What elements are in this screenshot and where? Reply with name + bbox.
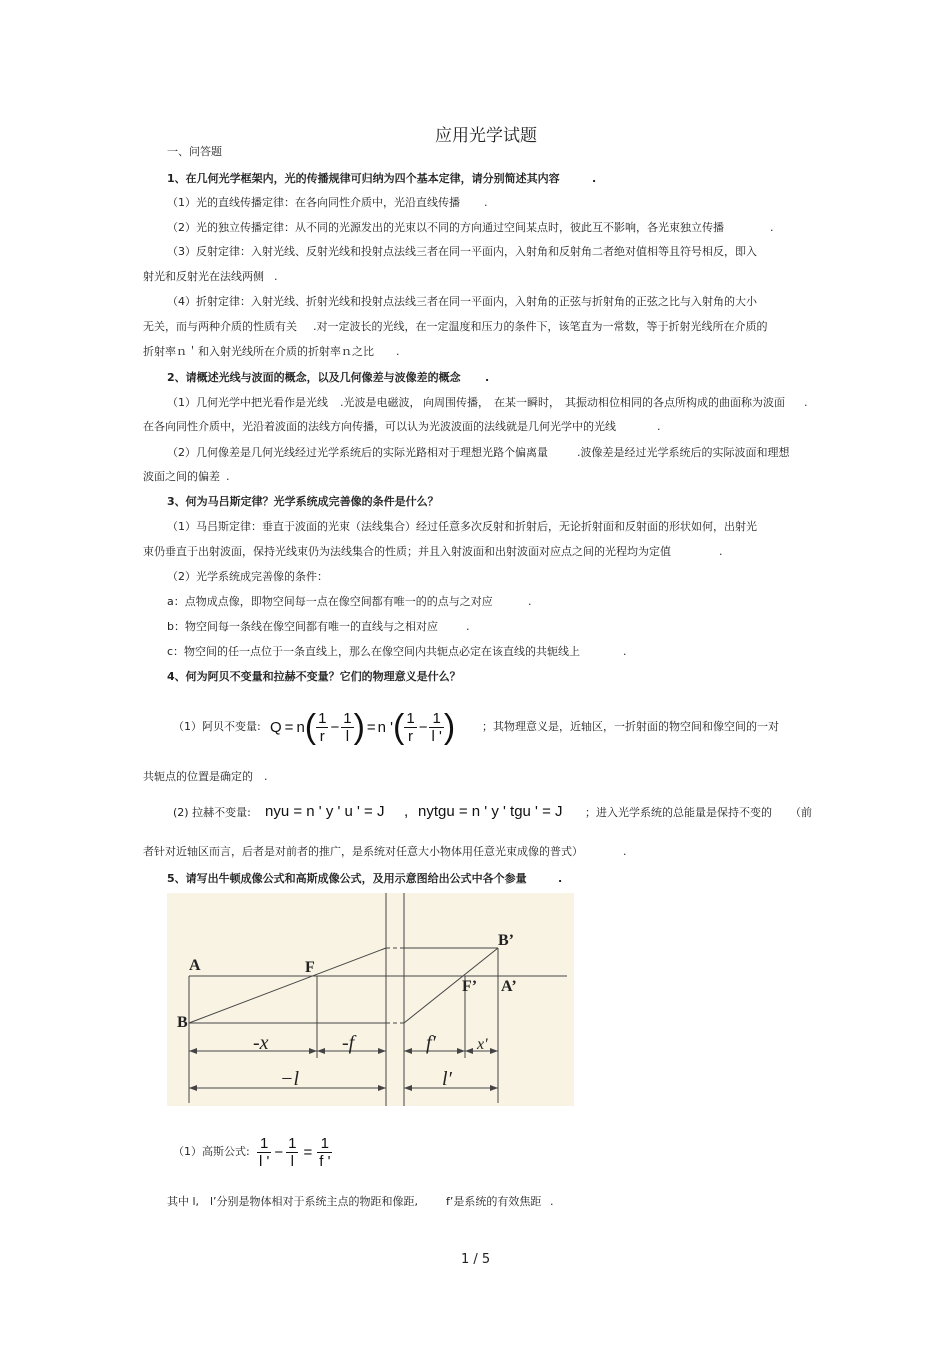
lagrange-cont: 者针对近轴区而言，后者是对前者的推广，是系统对任意大小物体用任意光束成像的普式） bbox=[143, 845, 583, 858]
abbe-minus-2: − bbox=[418, 718, 428, 736]
gauss-frac-fprime: $\frac{1}{f '}$ bbox=[319, 1134, 331, 1170]
question-1-heading: 1、在几何光学框架内，光的传播规律可归纳为四个基本定律，请分别简述其内容 bbox=[167, 172, 560, 185]
abbe-right-paren-1: ) bbox=[353, 708, 365, 746]
gauss-minus: − bbox=[274, 1143, 284, 1161]
q2-line-1a-end: . bbox=[804, 396, 808, 409]
question-2-heading-dot: . bbox=[485, 371, 490, 384]
lagrange-formula-1: nyu = n ' y ' u ' = J bbox=[265, 803, 385, 820]
q3-line-1b: 束仍垂直于出射波面，保持光线束仍为法线集合的性质；并且入射波面和出射波面对应点之间的光程均为定值 bbox=[143, 545, 671, 558]
label-xprime: x' bbox=[477, 1036, 488, 1053]
ray-through-F bbox=[189, 948, 386, 1023]
q3-condition-c-end: . bbox=[623, 645, 627, 658]
label-B: B bbox=[177, 1014, 188, 1031]
optical-imaging-diagram bbox=[167, 893, 574, 1106]
q1-line-4b-part2: .对一定波长的光线，在一定温度和压力的条件下，该笔直为一常数，等于折射光线所在介质的 bbox=[313, 320, 768, 333]
abbe-n-prime: n ' bbox=[377, 718, 394, 736]
abbe-n: n bbox=[296, 718, 305, 736]
q2-line-1a-part4: 在某一瞬时， bbox=[494, 396, 560, 409]
question-4-heading: 4、何为阿贝不变量和拉赫不变量？它们的物理意义是什么？ bbox=[167, 670, 461, 683]
q2-line-1b: 在各向同性介质中，光沿着波面的法线方向传播，可以认为光波波面的法线就是几何光学中的光线 bbox=[143, 420, 616, 433]
question-3-heading: 3、何为马吕斯定律？光学系统成完善像的条件是什么？ bbox=[167, 495, 439, 508]
gauss-frac-lprime: $\frac{1}{l '}$ bbox=[259, 1134, 270, 1170]
question-5-heading-dot: . bbox=[558, 872, 563, 885]
q2-line-1b-end: . bbox=[657, 420, 661, 433]
q2-line-2b-end: . bbox=[226, 470, 230, 483]
label-Fprime: F’ bbox=[462, 978, 478, 995]
abbe-label: （1）阿贝不变量: bbox=[173, 720, 261, 733]
label-F: F bbox=[305, 959, 315, 976]
page-title: 应用光学试题 bbox=[435, 126, 537, 146]
q3-condition-b: b：物空间每一条线在像空间都有唯一的直线与之相对应 bbox=[167, 620, 438, 633]
label-lprime: l′ bbox=[442, 1068, 452, 1090]
label-minus-f: -f bbox=[342, 1032, 355, 1054]
q2-line-1a-part3: 向周围传播， bbox=[423, 396, 489, 409]
label-minus-x: -x bbox=[253, 1032, 269, 1054]
gauss-formula bbox=[257, 1130, 332, 1174]
abbe-frac-2r: $\frac{1}{r}$ bbox=[406, 709, 415, 745]
q3-condition-b-end: . bbox=[466, 620, 470, 633]
lagrange-paren: （前 bbox=[790, 806, 812, 819]
q3-condition-a: a：点物成点像，即物空间每一点在像空间都有唯一的的点与之对应 bbox=[167, 595, 493, 608]
lagrange-comma: , bbox=[404, 803, 409, 820]
q1-line-4c-end: . bbox=[396, 345, 400, 358]
q1-line-3b: 射光和反射光在法线两侧 bbox=[143, 270, 264, 283]
abbe-frac-1l: $\frac{1}{l}$ bbox=[343, 709, 352, 745]
gauss-label: （1）高斯公式: bbox=[173, 1145, 250, 1158]
label-minus-l: −l bbox=[280, 1068, 300, 1090]
q3-condition-a-end: . bbox=[528, 595, 532, 608]
q1-line-3b-end: . bbox=[274, 270, 278, 283]
question-1-heading-dot: . bbox=[592, 172, 597, 185]
page-number: 1 / 5 bbox=[461, 1252, 491, 1267]
q1-line-4c: 折射率ｎ＇和入射光线所在介质的折射率ｎ之比 bbox=[143, 345, 374, 358]
q2-line-2b: 波面之间的偏差 bbox=[143, 470, 220, 483]
q3-line-1b-end: . bbox=[719, 545, 723, 558]
abbe-right-paren-2: ) bbox=[443, 708, 456, 746]
gauss-note-end: . bbox=[550, 1195, 554, 1208]
abbe-meaning: ；其物理意义是，近轴区，一折射面的物空间和像空间的一对 bbox=[482, 720, 779, 733]
q2-line-1a-part2: .光波是电磁波， bbox=[340, 396, 421, 409]
abbe-left-paren-2: ( bbox=[393, 708, 405, 746]
question-2-heading: 2、请概述光线与波面的概念，以及几何像差与波像差的概念 bbox=[167, 371, 461, 384]
abbe-Q: Q bbox=[270, 718, 282, 736]
q2-line-2a-part1: （2）几何像差是几何光线经过光学系统后的实际光路相对于理想光路个偏离量 bbox=[167, 446, 548, 459]
q2-line-1a-part5: 其振动相位相同的各点所构成的曲面称为波面 bbox=[565, 396, 785, 409]
q2-line-1a-part1: （1）几何光学中把光看作是光线 bbox=[167, 396, 328, 409]
gauss-note-part1: 其中 l, bbox=[167, 1195, 200, 1208]
label-fprime: f′ bbox=[426, 1032, 436, 1054]
gauss-note-part3: f’是系统的有效焦距 bbox=[446, 1195, 542, 1208]
lagrange-meaning: ；进入光学系统的总能量是保持不变的 bbox=[585, 806, 772, 819]
gauss-equals: = bbox=[303, 1143, 313, 1161]
lagrange-label: (2) 拉赫不变量: bbox=[173, 806, 251, 819]
q3-line-1a: （1）马吕斯定律：垂直于波面的光束（法线集合）经过任意多次反射和折射后，无论折射面和反射面的形状如何，出射光 bbox=[167, 520, 757, 533]
q1-line-4a: （4）折射定律：入射光线、折射光线和投射点法线三者在同一平面内，入射角的正弦与折射角的正弦之比与入射角的大小 bbox=[167, 295, 757, 308]
lagrange-formula-2: nytgu = n ' y ' tgu ' = J bbox=[418, 803, 563, 820]
abbe-formula bbox=[270, 702, 455, 752]
q3-line-2: （2）光学系统成完善像的条件： bbox=[167, 570, 328, 583]
section-heading: 一、问答题 bbox=[167, 145, 222, 158]
gauss-frac-l: $\frac{1}{l}$ bbox=[288, 1134, 297, 1170]
label-Bprime: B’ bbox=[498, 932, 514, 949]
q1-line-3a: （3）反射定律：入射光线、反射光线和投射点法线三者在同一平面内，入射角和反射角二者绝对值相等且符号相反，即入 bbox=[167, 245, 757, 258]
q2-line-2a-part2: .波像差是经过光学系统后的实际波面和理想 bbox=[577, 446, 790, 459]
q1-line-2-end: . bbox=[770, 221, 774, 234]
q1-line-4b-part1: 无关，而与两种介质的性质有关 bbox=[143, 320, 297, 333]
q3-condition-c: c：物空间的任一点位于一条直线上，那么在像空间内共轭点必定在该直线的共轭线上 bbox=[167, 645, 581, 658]
abbe-meaning-cont-end: . bbox=[264, 770, 268, 783]
question-5-heading: 5、请写出牛顿成像公式和高斯成像公式，及用示意图给出公式中各个参量 bbox=[167, 872, 527, 885]
abbe-equals-2: = bbox=[366, 718, 376, 736]
label-Aprime: A’ bbox=[501, 978, 517, 995]
ray-through-Fprime bbox=[404, 948, 498, 1023]
abbe-meaning-cont: 共轭点的位置是确定的 bbox=[143, 770, 253, 783]
abbe-frac-2lp: $\frac{1}{l '}$ bbox=[431, 709, 442, 745]
q1-line-2: （2）光的独立传播定律：从不同的光源发出的光束以不同的方向通过空间某点时，彼此互不影响，各光束独立传播 bbox=[167, 221, 724, 234]
label-A: A bbox=[189, 957, 201, 974]
abbe-minus-1: − bbox=[330, 718, 340, 736]
abbe-frac-1r: $\frac{1}{r}$ bbox=[318, 709, 327, 745]
lagrange-cont-end: . bbox=[623, 845, 627, 858]
q1-line-1-end: . bbox=[484, 196, 488, 209]
q1-line-1: （1）光的直线传播定律：在各向同性介质中，光沿直线传播 bbox=[167, 196, 460, 209]
abbe-left-paren-1: ( bbox=[304, 708, 317, 746]
abbe-equals: = bbox=[284, 718, 294, 736]
gauss-note-part2: l’分别是物体相对于系统主点的物距和像距, bbox=[210, 1195, 419, 1208]
